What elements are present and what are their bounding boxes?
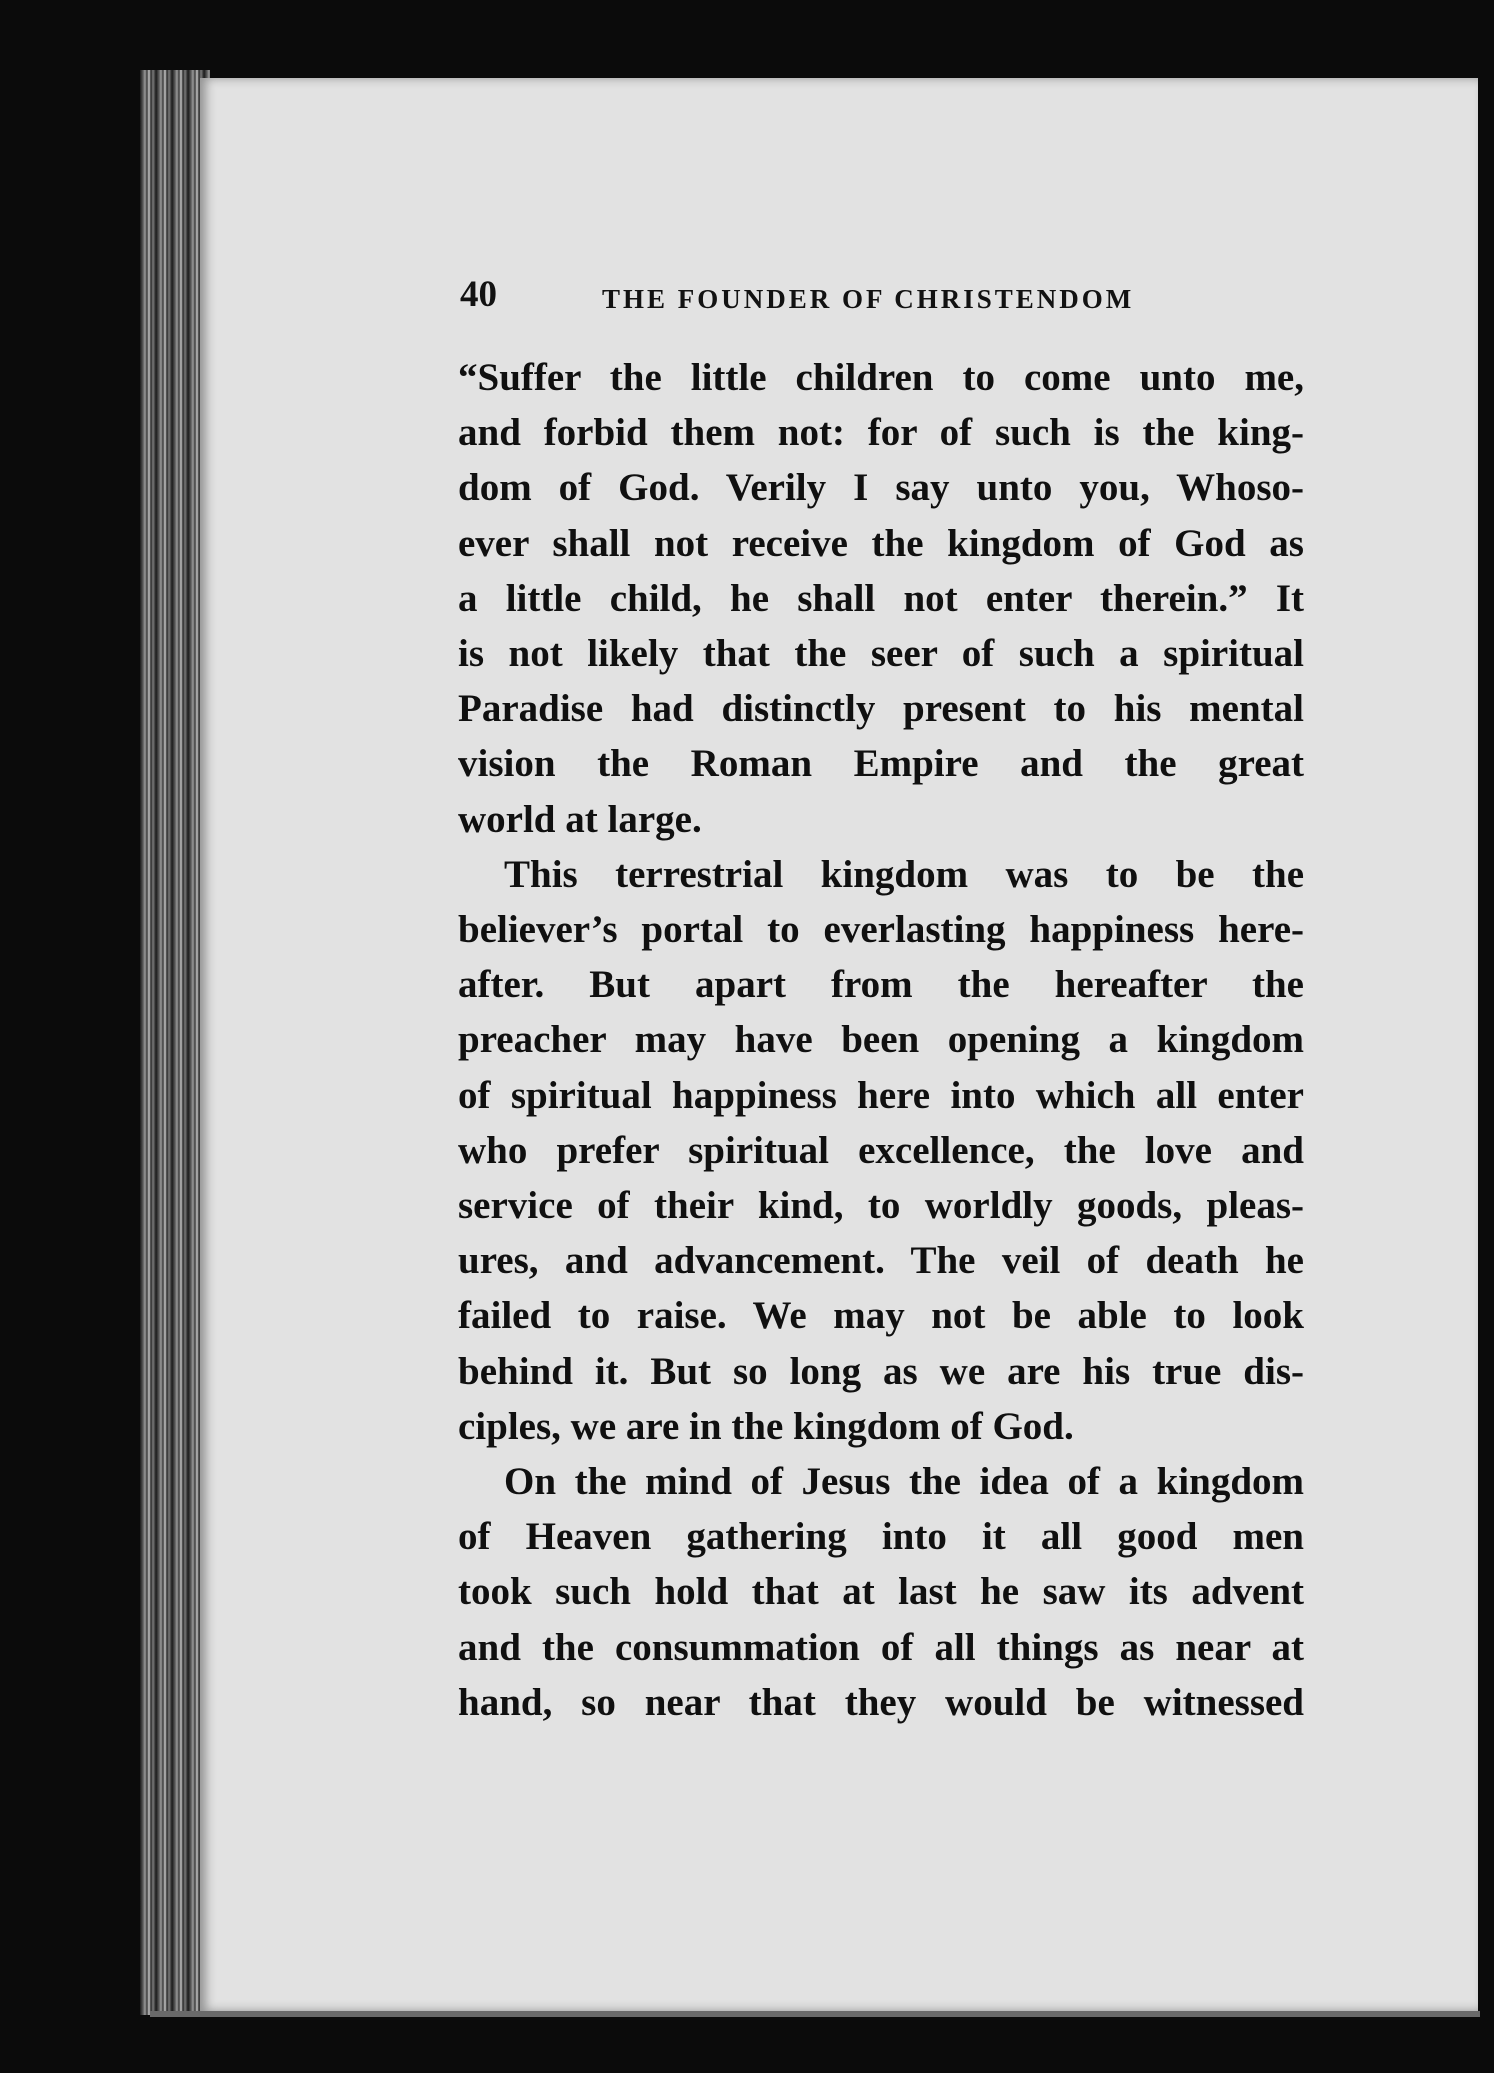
text-line: believer’s portal to everlasting happiness here- — [458, 908, 1304, 952]
text-line: and the consummation of all things as near at — [458, 1625, 1304, 1669]
text-line: a little child, he shall not enter therein.” It — [458, 576, 1304, 620]
text-line: On the mind of Jesus the idea of a kingdom — [504, 1460, 1304, 1504]
page-header — [460, 270, 1310, 320]
text-line: “Suffer the little children to come unto me, — [458, 356, 1304, 399]
text-line: after. But apart from the hereafter the — [458, 963, 1304, 1007]
text-line: Paradise had distinctly present to his mental — [458, 687, 1304, 731]
paragraph-3 — [458, 1454, 1304, 1730]
text-line: failed to raise. We may not be able to look — [458, 1294, 1304, 1338]
text-line: dom of God. Verily I say unto you, Whoso- — [458, 466, 1304, 510]
text-line: of Heaven gathering into it all good men — [458, 1515, 1304, 1559]
text-line: preacher may have been opening a kingdom — [458, 1018, 1304, 1062]
text-line: who prefer spiritual excellence, the love and — [458, 1128, 1304, 1172]
text-line: world at large. — [458, 797, 702, 841]
text-line: ciples, we are in the kingdom of God. — [458, 1404, 1074, 1448]
text-line: ever shall not receive the kingdom of God as — [458, 521, 1304, 565]
text-line: of spiritual happiness here into which all enter — [458, 1073, 1304, 1117]
running-head: THE FOUNDER OF CHRISTENDOM — [602, 284, 1135, 314]
page-edge — [150, 2011, 1480, 2017]
paragraph-2 — [458, 847, 1304, 1454]
text-line: This terrestrial kingdom was to be the — [504, 852, 1304, 896]
text-line: ures, and advancement. The veil of death he — [458, 1239, 1304, 1283]
text-line: is not likely that the seer of such a spiritual — [458, 632, 1304, 676]
text-line: and forbid them not: for of such is the king- — [458, 411, 1304, 455]
text-line: service of their kind, to worldly goods, pleas- — [458, 1184, 1304, 1228]
page-number: 40 — [460, 274, 497, 315]
body-text — [458, 350, 1304, 1730]
text-line: took such hold that at last he saw its advent — [458, 1570, 1304, 1614]
text-line: behind it. But so long as we are his true dis- — [458, 1349, 1304, 1393]
paragraph-1 — [458, 350, 1304, 847]
text-line: vision the Roman Empire and the great — [458, 742, 1304, 786]
text-line: hand, so near that they would be witnessed — [458, 1680, 1304, 1724]
